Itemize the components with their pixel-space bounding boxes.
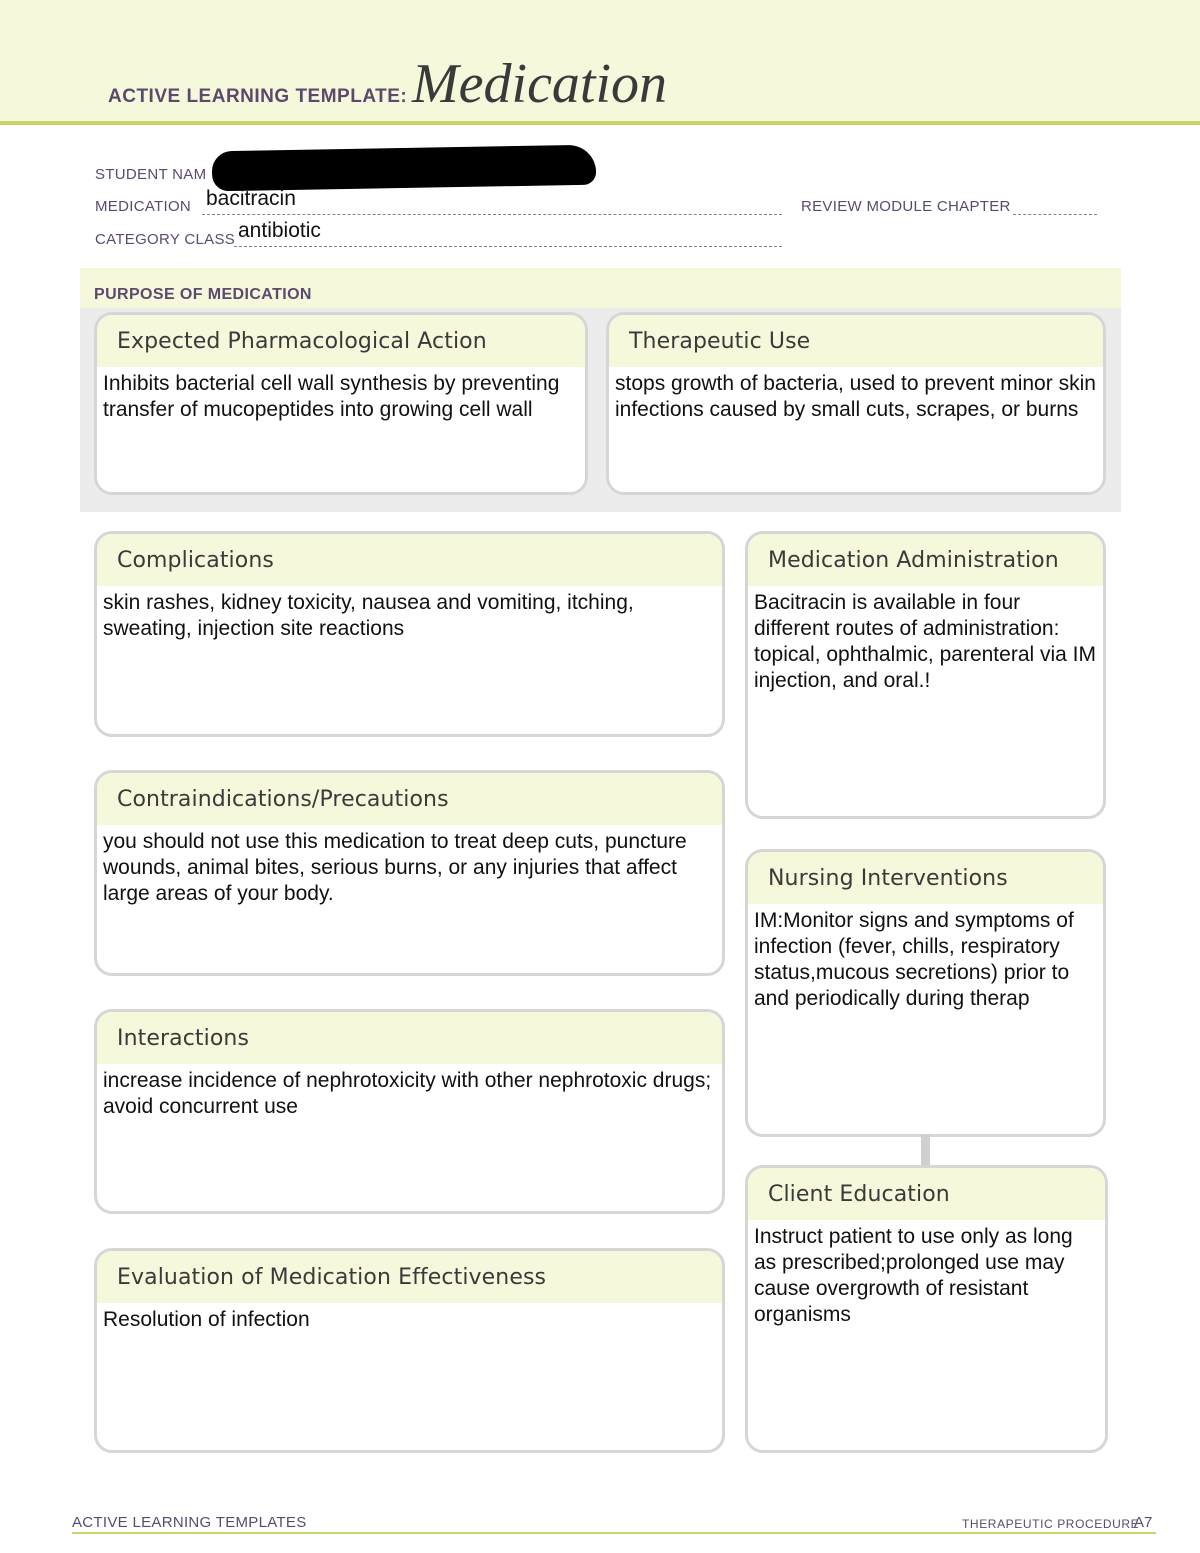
client-education-title: Client Education [748, 1168, 1105, 1220]
footer-rule [72, 1532, 1156, 1534]
review-module-field[interactable] [1013, 214, 1097, 215]
therapeutic-use-box [606, 312, 1106, 495]
contraindications-box [94, 770, 725, 976]
box-connector [921, 1134, 930, 1166]
footer-procedure-label: THERAPEUTIC PROCEDURE [962, 1517, 1140, 1531]
template-label: ACTIVE LEARNING TEMPLATE: [108, 86, 408, 107]
therapeutic-use-text[interactable]: stops growth of bacteria, used to prevent minor skin infections caused by small cuts, scrapes, or burns [615, 372, 1096, 421]
contraindications-text[interactable]: you should not use this medication to treat deep cuts, puncture wounds, animal bites, serious burns, or any injuries that affect large areas of your body. [103, 830, 687, 905]
evaluation-title: Evaluation of Medication Effectiveness [97, 1251, 722, 1303]
page-number: A7 [1134, 1514, 1153, 1531]
expected-action-title: Expected Pharmacological Action [97, 315, 585, 367]
contraindications-title: Contraindications/Precautions [97, 773, 722, 825]
complications-box [94, 531, 725, 737]
category-class-field[interactable]: antibiotic [238, 219, 321, 242]
administration-title: Medication Administration [748, 534, 1103, 586]
evaluation-text[interactable]: Resolution of infection [103, 1308, 310, 1331]
nursing-interventions-title: Nursing Interventions [748, 852, 1103, 904]
medication-line [202, 214, 782, 215]
redaction-mark [212, 145, 597, 192]
expected-action-text[interactable]: Inhibits bacterial cell wall synthesis by preventing transfer of mucopeptides into growing cell wall [103, 372, 560, 421]
medication-label: MEDICATION [95, 198, 192, 215]
category-class-label: CATEGORY CLASS [95, 231, 236, 248]
review-module-label: REVIEW MODULE CHAPTER [801, 198, 1011, 215]
nursing-interventions-box [745, 849, 1106, 1137]
nursing-interventions-text[interactable]: IM:Monitor signs and symptoms of infection (fever, chills, respiratory status,mucous secretions) prior to and periodically during therap [754, 909, 1074, 1010]
client-education-text[interactable]: Instruct patient to use only as long as prescribed;prolonged use may cause overgrowth of resistant organisms [754, 1225, 1073, 1326]
header-rule [0, 121, 1200, 125]
footer-label: ACTIVE LEARNING TEMPLATES [72, 1514, 307, 1531]
complications-title: Complications [97, 534, 722, 586]
category-line [234, 246, 782, 247]
client-education-box [745, 1165, 1108, 1453]
student-name-label: STUDENT NAM [95, 166, 207, 183]
therapeutic-use-title: Therapeutic Use [609, 315, 1103, 367]
page-title: Medication [412, 53, 668, 115]
interactions-box [94, 1009, 725, 1214]
administration-text[interactable]: Bacitracin is available in four different routes of administration: topical, ophthalmic, parenteral via IM injection, and oral.! [754, 591, 1096, 692]
evaluation-box [94, 1248, 725, 1453]
purpose-label: PURPOSE OF MEDICATION [94, 286, 312, 303]
medication-field[interactable]: bacitracin [206, 187, 296, 210]
interactions-text[interactable]: increase incidence of nephrotoxicity with other nephrotoxic drugs; avoid concurrent use [103, 1069, 712, 1118]
expected-action-box [94, 312, 588, 495]
complications-text[interactable]: skin rashes, kidney toxicity, nausea and vomiting, itching, sweating, injection site reactions [103, 591, 634, 640]
administration-box [745, 531, 1106, 819]
interactions-title: Interactions [97, 1012, 722, 1064]
